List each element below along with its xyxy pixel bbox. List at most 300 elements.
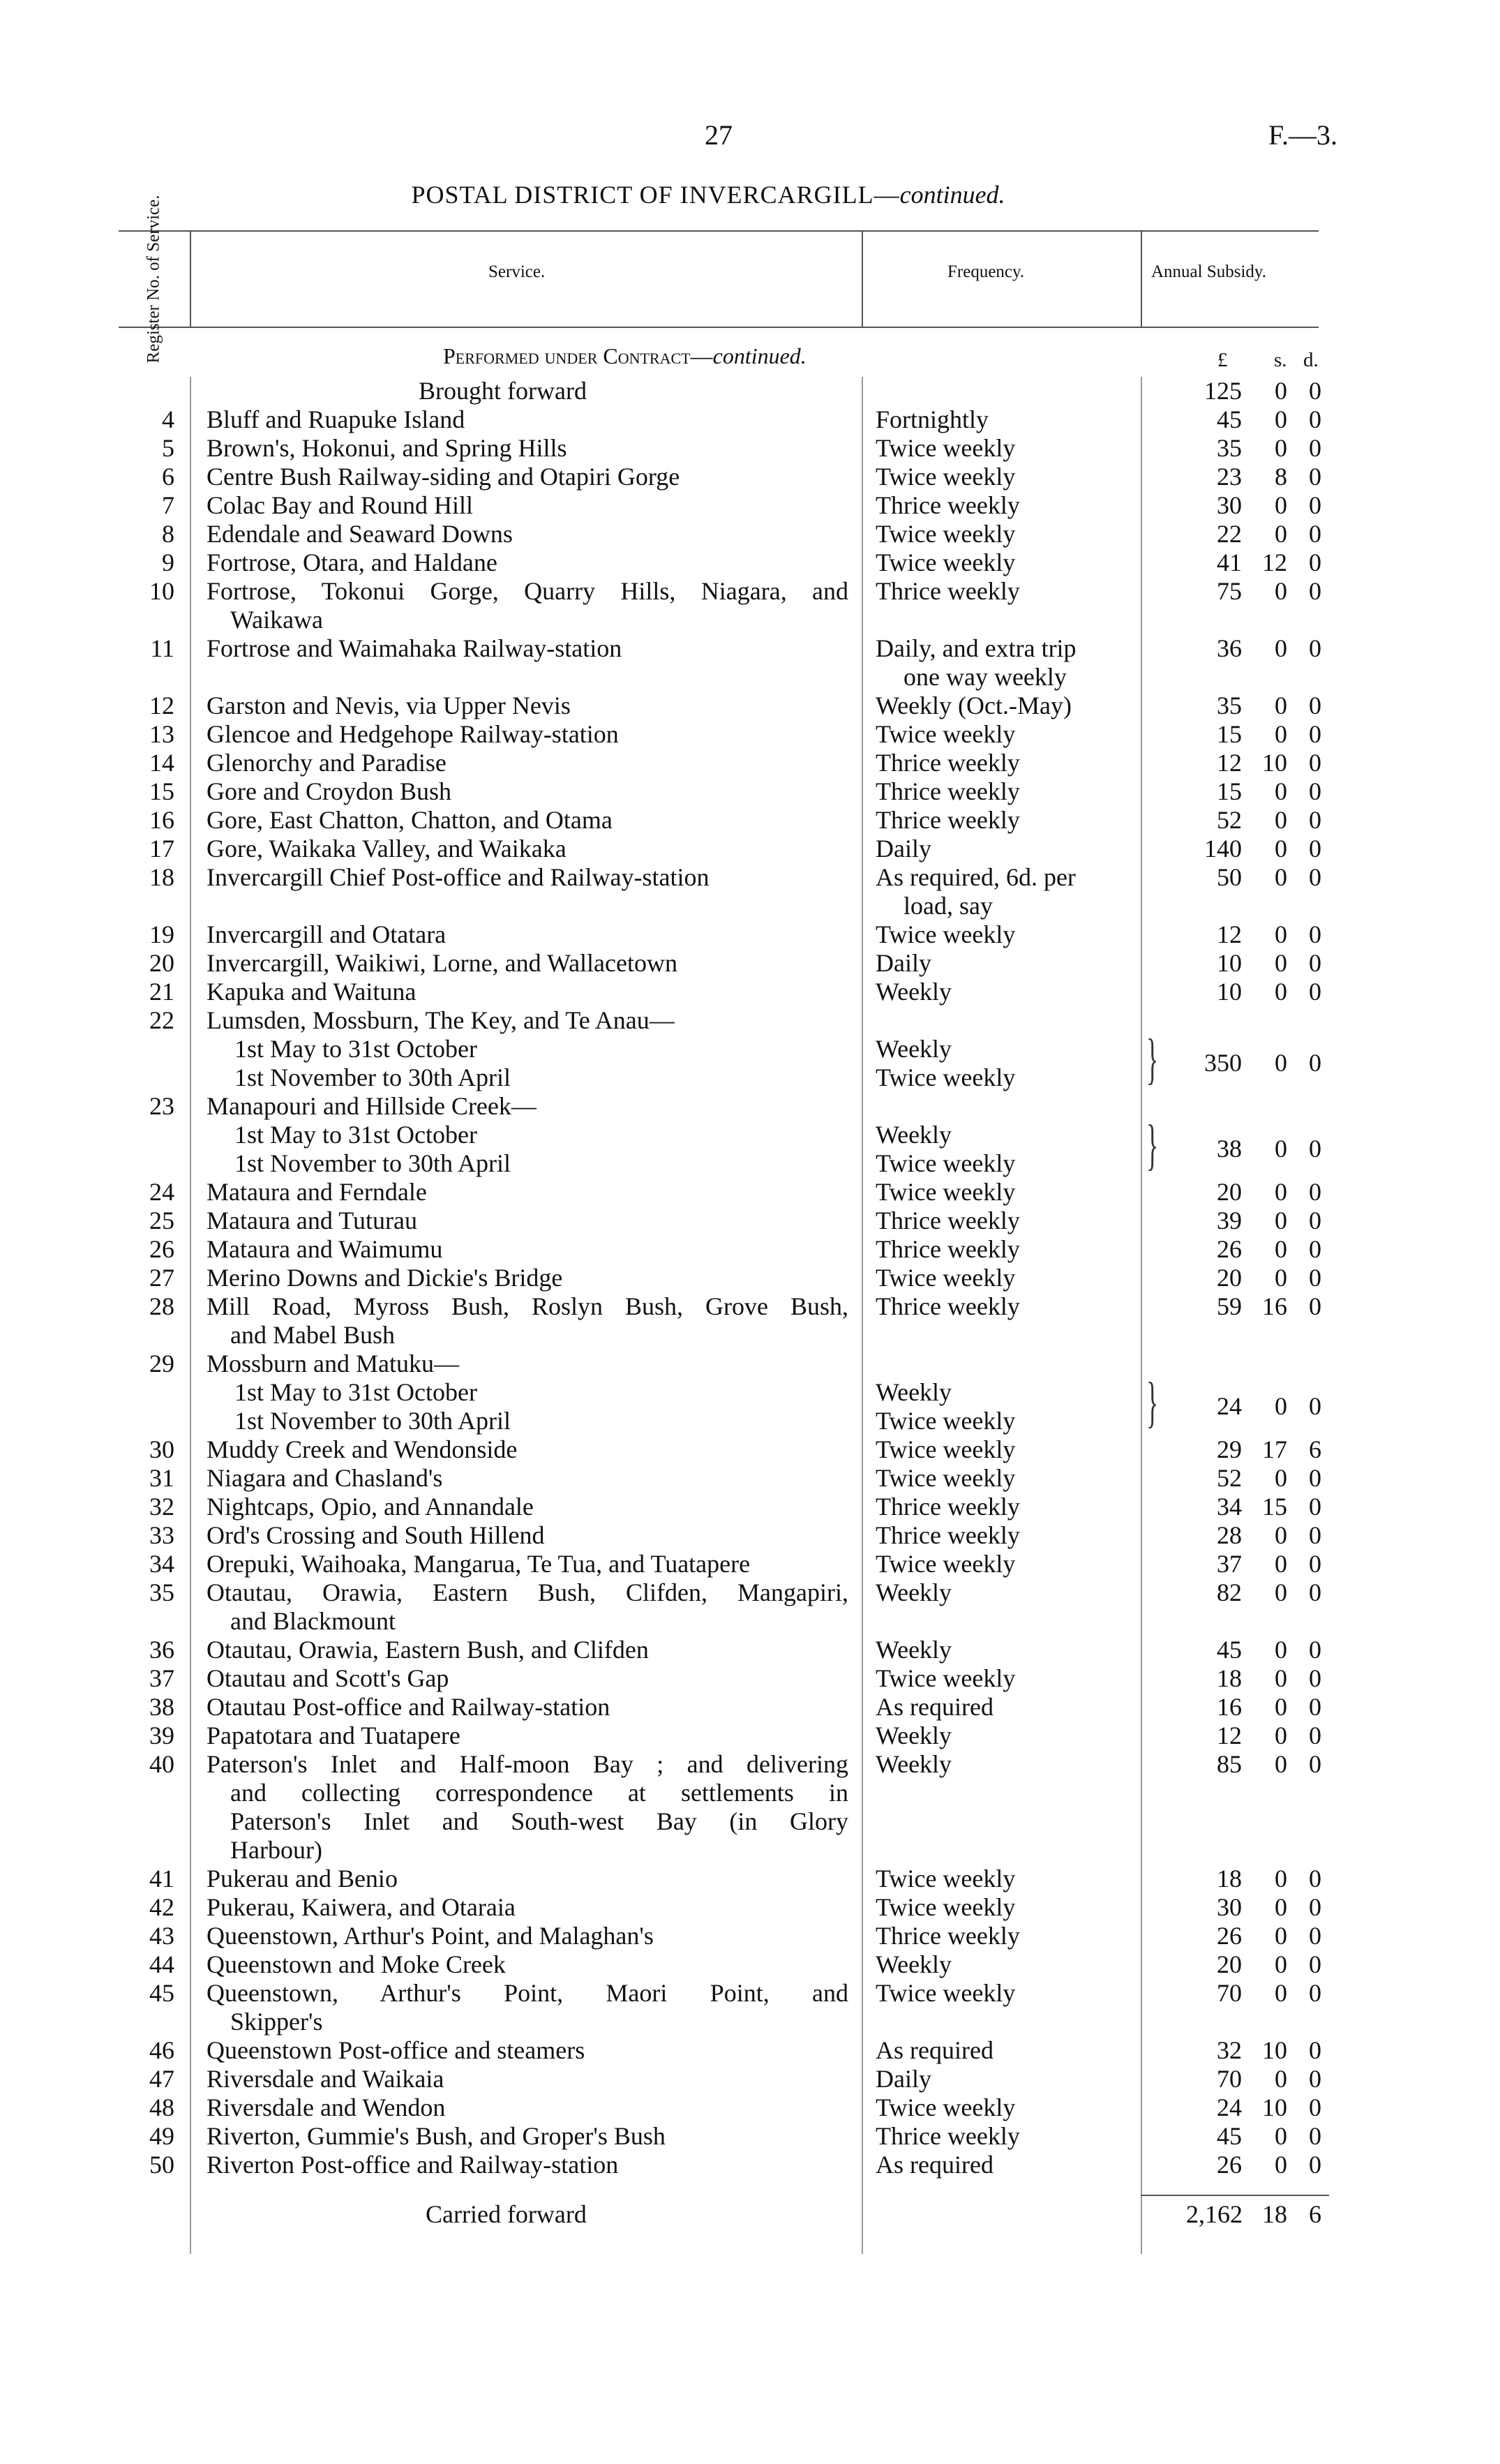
service-description (207, 692, 848, 720)
service-frequency (876, 2151, 1127, 2179)
subsidy-pence: 0 (1309, 577, 1321, 605)
subsidy-pence: 0 (1309, 463, 1321, 491)
register-number: 50 (149, 2151, 174, 2179)
frequency-line: Thrice weekly (876, 491, 1020, 519)
service-description (207, 1178, 848, 1207)
service-description (207, 978, 848, 1006)
subsidy-pounds: 50 (1217, 863, 1242, 891)
subsidy-pence: 0 (1309, 1235, 1321, 1263)
subsidy-pounds: 20 (1217, 1178, 1242, 1206)
subsidy-pence: 0 (1309, 1521, 1321, 1549)
subsidy-pounds: 26 (1217, 1235, 1242, 1263)
service-line: Invercargill Chief Post-office and Railway-station (207, 863, 710, 891)
service-frequency (876, 692, 1127, 720)
frequency-line: Twice weekly (876, 1178, 1016, 1206)
frequency-line: Twice weekly (876, 1664, 1016, 1692)
frequency-line: Twice weekly (876, 720, 1016, 748)
frequency-line: Twice weekly (876, 1264, 1016, 1292)
service-description (207, 1664, 848, 1693)
service-frequency (876, 1550, 1127, 1578)
subsidy-pounds: 12 (1217, 1722, 1242, 1749)
subsidy-shillings: 0 (1275, 1664, 1287, 1692)
frequency-line: Weekly (Oct.-May) (876, 692, 1072, 719)
service-line: Otautau, Orawia, Eastern Bush, and Clifden (207, 1636, 649, 1664)
register-number: 9 (162, 548, 174, 576)
service-frequency (876, 520, 1127, 548)
service-line: Pukerau, Kaiwera, and Otaraia (207, 1893, 516, 1921)
subsidy-pounds: 22 (1217, 520, 1242, 548)
subsidy-pence: 0 (1309, 1664, 1321, 1692)
brought-forward-label: Brought forward (419, 377, 587, 405)
service-frequency (876, 1865, 1127, 1893)
service-description (207, 749, 848, 777)
service-description (207, 1865, 848, 1893)
register-number: 41 (149, 1865, 174, 1892)
service-description (207, 1264, 848, 1292)
subsidy-shillings: 0 (1275, 1521, 1287, 1549)
service-description (207, 548, 848, 577)
register-number: 23 (149, 1092, 174, 1120)
subsidy-pence: 0 (1309, 1178, 1321, 1206)
service-period: 1st November to 30th April (234, 1063, 511, 1091)
subsidy-pounds: 24 (1217, 2093, 1242, 2121)
subsidy-pence: 0 (1309, 2122, 1321, 2150)
register-number: 14 (149, 749, 174, 777)
col-divider (862, 377, 863, 2254)
frequency-line: Twice weekly (876, 1464, 1016, 1492)
frequency-line: Daily (876, 835, 931, 863)
frequency-line: Thrice weekly (876, 749, 1020, 777)
carried-forward-label: Carried forward (426, 2200, 587, 2228)
service-frequency (876, 463, 1127, 491)
col-divider (190, 377, 191, 2254)
service-description (207, 520, 848, 548)
pence-heading: d. (1303, 349, 1319, 371)
service-frequency (876, 634, 1127, 692)
register-number: 26 (149, 1235, 174, 1263)
subsidy-pounds: 20 (1217, 1950, 1242, 1978)
column-header-frequency: Frequency. (947, 262, 1025, 281)
subsidy-pounds: 350 (1204, 1049, 1242, 1077)
subsidy-shillings: 0 (1275, 806, 1287, 834)
frequency-line: Twice weekly (876, 1979, 1016, 2007)
subsidy-shillings: 0 (1275, 2065, 1287, 2093)
subsidy-shillings: 8 (1275, 463, 1287, 491)
subsidy-pence: 0 (1309, 777, 1321, 805)
subsidy-shillings: 0 (1275, 1693, 1287, 1721)
register-number: 19 (149, 920, 174, 948)
frequency-line: Fortnightly (876, 405, 989, 433)
register-number: 42 (149, 1893, 174, 1921)
service-period: 1st November to 30th April (234, 1149, 511, 1177)
subsidy-pence: 0 (1309, 1950, 1321, 1978)
service-description (207, 1636, 848, 1664)
subsidy-pounds: 10 (1217, 978, 1242, 1006)
service-frequency (876, 548, 1127, 577)
subsidy-pence: 0 (1309, 1693, 1321, 1721)
service-line: Kapuka and Waituna (207, 978, 417, 1006)
frequency-line: Thrice weekly (876, 1922, 1020, 1950)
subsidy-pounds: 12 (1217, 920, 1242, 948)
frequency-line: Twice weekly (876, 520, 1016, 548)
register-number: 24 (149, 1178, 174, 1206)
subsidy-pounds: 24 (1217, 1392, 1242, 1420)
register-number: 12 (149, 692, 174, 719)
service-description (207, 1521, 848, 1550)
register-number: 36 (149, 1636, 174, 1664)
register-number: 46 (149, 2036, 174, 2064)
frequency-line: Thrice weekly (876, 1292, 1020, 1320)
subsidy-pounds: 41 (1217, 548, 1242, 576)
service-frequency: Weekly (876, 1035, 952, 1063)
frequency-line: one way weekly (903, 663, 1067, 691)
service-line: Bluff and Ruapuke Island (207, 405, 465, 433)
service-line: Mataura and Tuturau (207, 1207, 417, 1234)
service-frequency: Twice weekly (876, 1063, 1016, 1091)
col-divider (190, 230, 191, 328)
service-line: Riversdale and Wendon (207, 2093, 446, 2121)
frequency-line: As required (876, 2151, 993, 2179)
service-period: 1st May to 31st October (234, 1378, 477, 1406)
service-line: Queenstown, Arthur's Point, Maori Point, and (207, 1979, 848, 2007)
service-frequency (876, 2093, 1127, 2122)
service-line: Nightcaps, Opio, and Annandale (207, 1493, 534, 1521)
subsidy-pence: 0 (1309, 1264, 1321, 1292)
frequency-line: Daily (876, 949, 931, 977)
register-number: 33 (149, 1521, 174, 1549)
subsidy-pounds: 140 (1204, 835, 1242, 863)
subsidy-shillings: 15 (1262, 1493, 1287, 1521)
subsidy-shillings: 0 (1275, 1550, 1287, 1578)
service-line: Centre Bush Railway-siding and Otapiri Gorge (207, 463, 680, 491)
service-description (207, 405, 848, 434)
service-frequency: Twice weekly (876, 1407, 1016, 1435)
frequency-line: load, say (903, 892, 993, 920)
register-number: 30 (149, 1435, 174, 1463)
subsidy-shillings: 0 (1275, 2122, 1287, 2150)
service-description (207, 1750, 848, 1865)
service-description: Mossburn and Matuku— (207, 1350, 459, 1377)
service-frequency (876, 1750, 1127, 1779)
register-number: 13 (149, 720, 174, 748)
subsidy-pence: 0 (1309, 749, 1321, 777)
register-number: 22 (149, 1006, 174, 1034)
subsidy-pence: 0 (1309, 692, 1321, 719)
service-frequency (876, 1693, 1127, 1722)
register-number: 16 (149, 806, 174, 834)
subsidy-shillings: 0 (1275, 1207, 1287, 1234)
register-number: 5 (162, 434, 174, 462)
subsidy-shillings: 0 (1275, 720, 1287, 748)
register-number: 7 (162, 491, 174, 519)
service-frequency (876, 920, 1127, 949)
service-frequency (876, 1922, 1127, 1950)
frequency-line: Twice weekly (876, 463, 1016, 491)
service-description: Lumsden, Mossburn, The Key, and Te Anau— (207, 1006, 675, 1034)
subsidy-pounds: 38 (1217, 1135, 1242, 1163)
service-description (207, 2151, 848, 2179)
service-frequency (876, 1493, 1127, 1521)
register-number: 34 (149, 1550, 174, 1578)
subsidy-shillings: 0 (1275, 1750, 1287, 1778)
service-description (207, 2093, 848, 2122)
frequency-line: Thrice weekly (876, 1235, 1020, 1263)
subsidy-shillings: 0 (1275, 377, 1287, 405)
subsidy-pounds: 45 (1217, 405, 1242, 433)
service-frequency (876, 1578, 1127, 1607)
service-line: Paterson's Inlet and Half-moon Bay ; and delivering (207, 1750, 848, 1778)
column-header-subsidy: Annual Subsidy. (1151, 262, 1267, 281)
subsidy-pounds: 125 (1204, 377, 1242, 405)
col-divider (862, 230, 863, 328)
subsidy-pence: 0 (1309, 520, 1321, 548)
frequency-line: Thrice weekly (876, 1207, 1020, 1234)
page-number: 27 (705, 119, 733, 151)
service-line: Colac Bay and Round Hill (207, 491, 473, 519)
service-description (207, 1464, 848, 1493)
subsidy-shillings: 0 (1275, 405, 1287, 433)
subsidy-pounds: 75 (1217, 577, 1242, 605)
subsidy-shillings: 0 (1275, 520, 1287, 548)
service-line: Gore, East Chatton, Chatton, and Otama (207, 806, 613, 834)
subsidy-pounds: 52 (1217, 1464, 1242, 1492)
frequency-line: Twice weekly (876, 2093, 1016, 2121)
service-frequency (876, 577, 1127, 606)
service-frequency (876, 2122, 1127, 2151)
service-frequency (876, 835, 1127, 863)
service-line: Edendale and Seaward Downs (207, 520, 513, 548)
service-description (207, 434, 848, 463)
subsidy-pence: 0 (1309, 806, 1321, 834)
subsidy-pounds: 30 (1217, 491, 1242, 519)
service-frequency (876, 1435, 1127, 1464)
subsidy-pounds: 85 (1217, 1750, 1242, 1778)
subsidy-pounds: 37 (1217, 1550, 1242, 1578)
frequency-line: Weekly (876, 978, 952, 1006)
section-heading: Performed under Contract—continued. (443, 343, 807, 368)
service-frequency (876, 434, 1127, 463)
frequency-line: As required (876, 1693, 993, 1721)
header-top-rule (119, 230, 1319, 232)
service-frequency (876, 806, 1127, 835)
register-number: 47 (149, 2065, 174, 2093)
col-divider (1141, 230, 1142, 328)
subsidy-shillings: 0 (1275, 1893, 1287, 1921)
service-description (207, 1979, 848, 2036)
subsidy-pence: 0 (1309, 1135, 1321, 1163)
subsidy-pounds: 15 (1217, 777, 1242, 805)
service-frequency (876, 1264, 1127, 1292)
subsidy-pounds: 26 (1217, 2151, 1242, 2179)
service-frequency (876, 1979, 1127, 2008)
frequency-line: Daily, and extra trip (876, 634, 1077, 662)
service-description (207, 806, 848, 835)
subsidy-pence: 0 (1309, 548, 1321, 576)
register-number: 20 (149, 949, 174, 977)
frequency-line: Twice weekly (876, 1893, 1016, 1921)
service-line: Glencoe and Hedgehope Railway-station (207, 720, 619, 748)
subsidy-pence: 0 (1309, 720, 1321, 748)
service-description (207, 2122, 848, 2151)
subsidy-shillings: 0 (1275, 1049, 1287, 1077)
subsidy-pence: 0 (1309, 491, 1321, 519)
subsidy-pence: 0 (1309, 1550, 1321, 1578)
brace-icon: } (1146, 1372, 1159, 1433)
frequency-line: Weekly (876, 1722, 952, 1749)
service-frequency (876, 720, 1127, 749)
subsidy-pounds: 20 (1217, 1264, 1242, 1292)
service-line: Orepuki, Waihoaka, Mangarua, Te Tua, and Tuatapere (207, 1550, 751, 1578)
service-frequency (876, 491, 1127, 520)
service-frequency (876, 1464, 1127, 1493)
service-frequency (876, 1292, 1127, 1321)
subsidy-pence: 0 (1309, 2151, 1321, 2179)
subsidy-pence: 0 (1309, 835, 1321, 863)
subsidy-pounds: 18 (1217, 1664, 1242, 1692)
service-line: Merino Downs and Dickie's Bridge (207, 1264, 563, 1292)
service-frequency (876, 2036, 1127, 2065)
frequency-line: Thrice weekly (876, 777, 1020, 805)
subsidy-pounds: 35 (1217, 692, 1242, 719)
page-title: POSTAL DISTRICT OF INVERCARGILL—continued. (411, 181, 1005, 209)
subsidy-shillings: 10 (1262, 749, 1287, 777)
subsidy-shillings: 0 (1275, 1235, 1287, 1263)
subsidy-shillings: 0 (1275, 491, 1287, 519)
subsidy-pounds: 10 (1217, 949, 1242, 977)
subsidy-shillings: 0 (1275, 863, 1287, 891)
service-line: Fortrose, Otara, and Haldane (207, 548, 497, 576)
service-frequency (876, 863, 1127, 920)
subsidy-pounds: 45 (1217, 2122, 1242, 2150)
register-number: 27 (149, 1264, 174, 1292)
frequency-line: As required, 6d. per (876, 863, 1076, 891)
subsidy-pence: 0 (1309, 434, 1321, 462)
subsidy-shillings: 0 (1275, 1392, 1287, 1420)
subsidy-shillings: 16 (1262, 1292, 1287, 1320)
subsidy-pence: 0 (1309, 405, 1321, 433)
service-frequency (876, 1636, 1127, 1664)
service-description (207, 491, 848, 520)
subsidy-pence: 0 (1309, 1292, 1321, 1320)
service-description (207, 777, 848, 806)
service-line: Mataura and Waimumu (207, 1235, 443, 1263)
subsidy-shillings: 0 (1275, 1636, 1287, 1664)
subsidy-shillings: 0 (1275, 949, 1287, 977)
pounds-heading: £ (1217, 349, 1228, 371)
subsidy-pence: 0 (1309, 920, 1321, 948)
subsidy-pence: 0 (1309, 1636, 1321, 1664)
service-description (207, 1292, 848, 1350)
service-description (207, 1578, 848, 1636)
register-number: 8 (162, 520, 174, 548)
register-number: 35 (149, 1578, 174, 1606)
register-number: 25 (149, 1207, 174, 1234)
subsidy-pence: 0 (1309, 1865, 1321, 1892)
subsidy-pence: 0 (1309, 1464, 1321, 1492)
register-number: 45 (149, 1979, 174, 2007)
frequency-line: Twice weekly (876, 1550, 1016, 1578)
service-description (207, 720, 848, 749)
frequency-line: Weekly (876, 1578, 952, 1606)
register-number: 38 (149, 1693, 174, 1721)
subsidy-shillings: 10 (1262, 2036, 1287, 2064)
subsidy-shillings: 0 (1275, 1578, 1287, 1606)
subsidy-shillings: 0 (1275, 920, 1287, 948)
service-line: Fortrose and Waimahaka Railway-station (207, 634, 622, 662)
subsidy-pence: 0 (1309, 1722, 1321, 1749)
subsidy-pence: 6 (1309, 2200, 1321, 2228)
register-number: 40 (149, 1750, 174, 1778)
subsidy-shillings: 0 (1275, 1865, 1287, 1892)
subsidy-pounds: 18 (1217, 1865, 1242, 1892)
service-frequency: Weekly (876, 1378, 952, 1406)
subsidy-pounds: 70 (1217, 1979, 1242, 2007)
service-line: Garston and Nevis, via Upper Nevis (207, 692, 571, 719)
frequency-line: As required (876, 2036, 993, 2064)
service-line: Muddy Creek and Wendonside (207, 1435, 518, 1463)
service-line: Otautau Post-office and Railway-station (207, 1693, 610, 1721)
register-number: 44 (149, 1950, 174, 1978)
frequency-line: Twice weekly (876, 548, 1016, 576)
subsidy-pounds: 36 (1217, 634, 1242, 662)
subsidy-pence: 0 (1309, 1750, 1321, 1778)
subsidy-shillings: 12 (1262, 548, 1287, 576)
service-period: 1st May to 31st October (234, 1035, 477, 1063)
service-frequency (876, 1722, 1127, 1750)
register-number: 15 (149, 777, 174, 805)
service-description (207, 2065, 848, 2093)
service-line: Queenstown, Arthur's Point, and Malaghan's (207, 1922, 654, 1950)
register-number: 43 (149, 1922, 174, 1950)
subsidy-pounds: 2,162 (1186, 2200, 1243, 2228)
frequency-line: Weekly (876, 1750, 952, 1778)
subsidy-pounds: 59 (1217, 1292, 1242, 1320)
subsidy-pence: 0 (1309, 2093, 1321, 2121)
register-number: 21 (149, 978, 174, 1006)
register-number: 32 (149, 1493, 174, 1521)
service-line: and collecting correspondence at settlements in (230, 1779, 848, 1807)
subsidy-pence: 0 (1309, 1207, 1321, 1234)
register-number: 6 (162, 463, 174, 491)
register-number: 10 (149, 577, 174, 605)
subsidy-shillings: 0 (1275, 1135, 1287, 1163)
subsidy-pence: 0 (1309, 1392, 1321, 1420)
service-line: Pukerau and Benio (207, 1865, 398, 1892)
service-description (207, 949, 848, 978)
subsidy-pounds: 30 (1217, 1893, 1242, 1921)
service-description (207, 920, 848, 949)
subsidy-shillings: 0 (1275, 777, 1287, 805)
subsidy-pounds: 32 (1217, 2036, 1242, 2064)
subsidy-pounds: 26 (1217, 1922, 1242, 1950)
subsidy-shillings: 0 (1275, 434, 1287, 462)
service-description: Manapouri and Hillside Creek— (207, 1092, 537, 1120)
column-header-register: Register No. of Service. (144, 195, 163, 364)
service-period: 1st November to 30th April (234, 1407, 511, 1435)
subsidy-shillings: 0 (1275, 2151, 1287, 2179)
register-number: 17 (149, 835, 174, 863)
service-line: Riversdale and Waikaia (207, 2065, 444, 2093)
service-line: Invercargill and Otatara (207, 920, 447, 948)
register-number: 18 (149, 863, 174, 891)
service-frequency (876, 1235, 1127, 1264)
subsidy-shillings: 10 (1262, 2093, 1287, 2121)
service-frequency (876, 1893, 1127, 1922)
subsidy-shillings: 18 (1262, 2200, 1287, 2228)
service-description (207, 1235, 848, 1264)
service-line: Gore, Waikaka Valley, and Waikaka (207, 835, 567, 863)
service-frequency (876, 978, 1127, 1006)
